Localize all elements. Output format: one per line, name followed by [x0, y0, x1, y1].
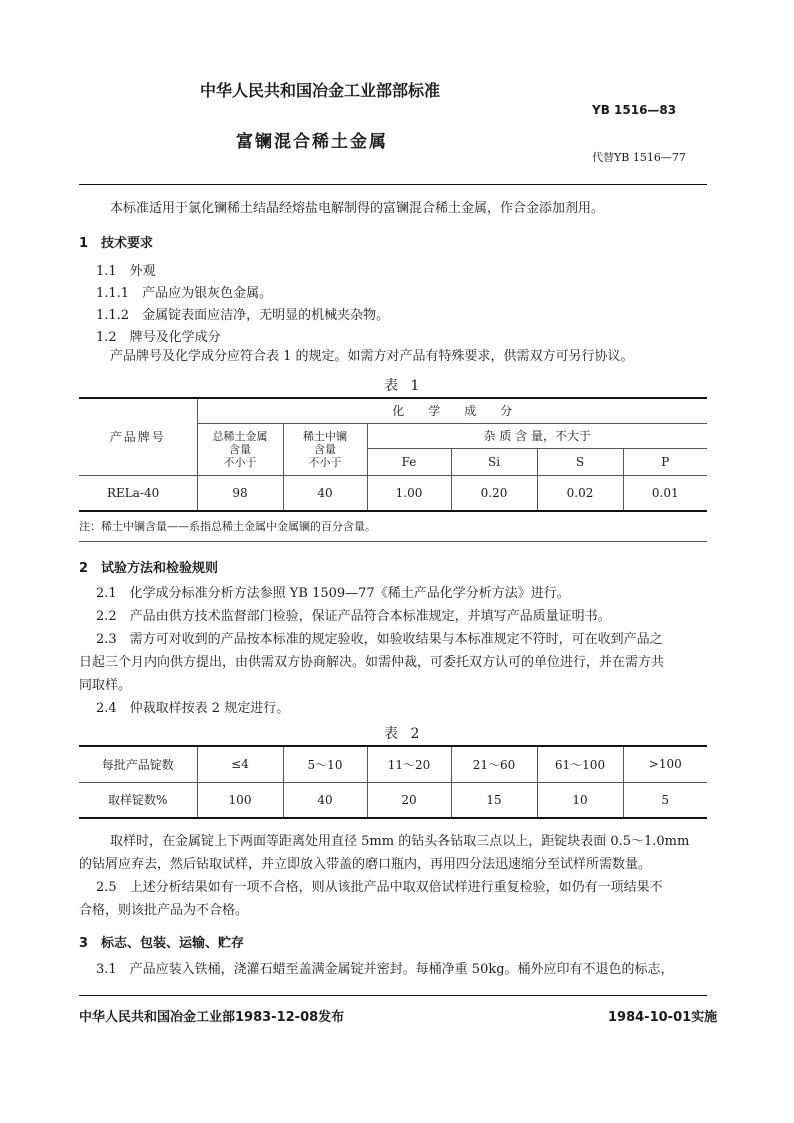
sample-cell: 5 [661, 792, 670, 807]
clause-2-5-line1: 2.5 上述分析结果如有一项不合格，则从该批产品中取双倍试样进行重复检验，如仍有一项结果不 [96, 880, 663, 895]
clause-2-3-line3: 同取样。 [79, 678, 132, 693]
sampling-line1: 取样时，在金属锭上下两面等距离处用直径 5mm 的钻头各钻取三点以上，距锭块表面 0.5～1.0mm [110, 834, 690, 849]
sample-cell: 40 [283, 782, 367, 818]
table-1 [79, 397, 707, 512]
col-grade-header: 产品牌号 [79, 398, 197, 475]
batch-cell: 11～20 [367, 746, 451, 782]
batch-cell: 21～60 [451, 746, 537, 782]
issuing-authority: 中华人民共和国冶金工业部部标准 [200, 81, 441, 100]
clause-1-2-text: 产品牌号及化学成分应符合表 1 的规定。如需方对产品有特殊要求，供需双方可另行协议。 [110, 349, 634, 364]
clause-3-1: 3.1 产品应装入铁桶，浇灌石蜡至盖满金属锭并密封。每桶净重 50kg。桶外应印有不退色的标志， [96, 962, 674, 977]
cell-total-re: 98 [197, 475, 283, 511]
element-p: P [661, 454, 670, 469]
clause-1-1-2: 1.1.2 金属锭表面应洁净，无明显的机械夹杂物。 [96, 308, 390, 323]
effective-date: 1984-10-01实施 [608, 1010, 718, 1025]
section-1-heading: 1 技术要求 [79, 236, 154, 251]
table-2-caption: 表 2 [384, 726, 424, 742]
section-3-heading: 3 标志、包装、运输、贮存 [79, 936, 245, 951]
sampling-line2: 的钻屑应弃去，然后钻取试样，并立即放入带盖的磨口瓶内，再用四分法迅速缩分至试样所需数量。 [79, 857, 652, 872]
cell-grade: RELa-40 [79, 475, 197, 511]
clause-2-2: 2.2 产品由供方技术监督部门检验，保证产品符合本标准规定，并填写产品质量证明书。 [96, 609, 611, 624]
clause-1-1: 1.1 外观 [96, 264, 156, 279]
sample-cell: 10 [537, 782, 623, 818]
standard-code: YB 1516—83 [592, 103, 677, 117]
scope-paragraph: 本标准适用于氯化镧稀土结晶经熔盐电解制得的富镧混合稀土金属，作合金添加剂用。 [110, 201, 605, 216]
batch-cell: 61～100 [537, 746, 623, 782]
element-si: Si [451, 448, 537, 475]
element-fe: Fe [367, 448, 451, 475]
cell-p: 0.01 [651, 485, 679, 500]
col-chem-header: 化 学 成 分 [197, 398, 707, 423]
col-la-header: 稀土中镧 含量 不小于 [283, 423, 367, 475]
row-sample-label: 取样锭数% [79, 782, 197, 818]
sample-cell: 20 [367, 782, 451, 818]
cell-la: 40 [283, 475, 367, 511]
batch-cell: >100 [648, 757, 682, 772]
issued-date: 中华人民共和国冶金工业部1983-12-08发布 [79, 1010, 345, 1025]
batch-cell: ≤4 [197, 746, 283, 782]
replaces-standard: 代替YB 1516—77 [592, 151, 686, 164]
document-title: 富镧混合稀土金属 [236, 132, 388, 152]
table-2 [79, 745, 707, 819]
footer-rule [79, 995, 707, 996]
section-2-heading: 2 试验方法和检验规则 [79, 561, 219, 576]
col-impurity-header: 杂 质 含 量，不大于 [367, 423, 707, 448]
clause-2-1: 2.1 化学成分标准分析方法参照 YB 1509—77《稀土产品化学分析方法》进行。 [96, 586, 570, 601]
cell-fe: 1.00 [367, 475, 451, 511]
batch-cell: 5～10 [283, 746, 367, 782]
table-row [79, 782, 707, 818]
table-1-note: 注：稀土中镧含量——系指总稀土金属中金属镧的百分含量。 [79, 520, 376, 533]
cell-si: 0.20 [451, 475, 537, 511]
note-rule [79, 541, 707, 542]
clause-1-1-1: 1.1.1 产品应为银灰色金属。 [96, 286, 273, 301]
clause-1-2: 1.2 牌号及化学成分 [96, 330, 221, 345]
sample-cell: 100 [197, 782, 283, 818]
clause-2-4: 2.4 仲裁取样按表 2 规定进行。 [96, 701, 290, 716]
header-rule [79, 184, 707, 185]
table-row [79, 746, 707, 782]
table-1-caption: 表 1 [384, 378, 424, 394]
clause-2-3-line1: 2.3 需方可对收到的产品按本标准的规定验收，如验收结果与本标准规定不符时，可在收到产品之 [96, 632, 663, 647]
element-s: S [537, 448, 623, 475]
table-row [79, 475, 707, 511]
sample-cell: 15 [451, 782, 537, 818]
row-batch-label: 每批产品锭数 [79, 746, 197, 782]
clause-2-3-line2: 日起三个月内向供方提出，由供需双方协商解决。如需仲裁，可委托双方认可的单位进行，并在需方共 [79, 655, 665, 670]
col-total-re-header: 总稀土金属 含量 不小于 [197, 423, 283, 475]
clause-2-5-line2: 合格，则该批产品为不合格。 [79, 903, 249, 918]
cell-s: 0.02 [537, 475, 623, 511]
